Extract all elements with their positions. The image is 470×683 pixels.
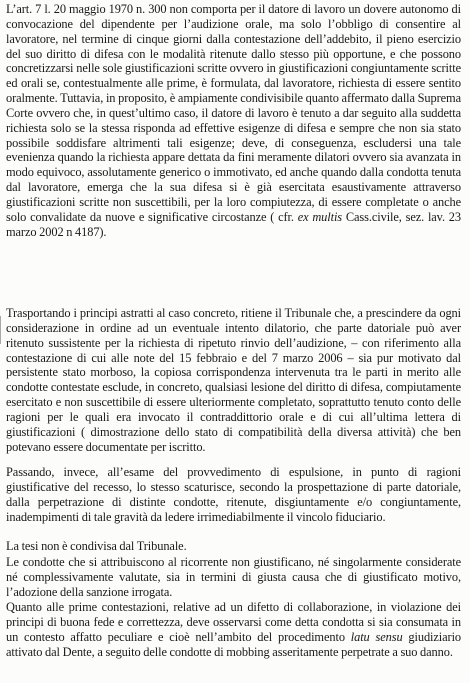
italic-segment: latu sensu <box>350 629 403 644</box>
italic-segment: ex multis <box>297 209 343 224</box>
paragraph-text <box>6 465 461 524</box>
text-segment: giudiziario attivato dal Dente, a seguito delle condotte di mobbing asseritamente perpetrate a suo danno. <box>6 629 462 659</box>
paragraph-text <box>6 306 461 454</box>
text-segment: Trasportando i principi astratti al caso concreto, ritiene il Tribunale che, a prescindere da ogni considerazione in ordine ad un eventuale intento dilatorio, che parte datoriale può aver ritenuto sussistente per la richiesta di ripetuto rinvio dell’audizione, – con riferimento alla contestazione di cui alle note del 15 febbraio e del 7 marzo 2006 – sia pur motivato dal persistente stato morboso, la copiosa corrispondenza intervenuta tra le parti in merito alle condotte contestate esclude, in concreto, qualsiasi lesione del diritto di difesa, compiutamente esercitato e non suscettibile di essere ulteriormente completato, soprattutto tenuto conto delle ragioni per le quali era invocato il contraddittorio orale e di cui all’ultima lettera di giustificazioni ( dimostrazione dello stato di compatibilità della diversa attività) che ben potevano essere documentate per iscritto. <box>6 306 461 454</box>
text-segment: Passando, invece, all’esame del provvedimento di espulsione, in punto di ragioni giustificative del recesso, lo stesso scaturisce, secondo la prospettazione di parte datoriale, dalla perpetrazione di distinte condotte, ritenute, disgiuntamente e/o congiuntamente, inadempimenti di tale gravità da ledere irrimediabilmente il vincolo fiduciario. <box>6 465 461 524</box>
paragraph-text <box>6 2 461 240</box>
text-segment: Quanto alle prime contestazioni, relative ad un difetto di collaborazione, in violazione dei principi di buona fede e correttezza, deve osservarsi come detta condotta si sia consumata in un contesto affatto peculiare e cioè nell’ambito del procedimento <box>6 600 461 644</box>
text-segment: L’art. 7 l. 20 maggio 1970 n. 300 non comporta per il datore di lavoro un dovere autonomo di convocazione del dipendente per l’audizione orale, ma solo l’obbligo di consentire al lavoratore, nel termine di cinque giorni dalla contestazione dell’addebito, il pieno esercizio del suo diritto di difesa con le modalità ritenute dallo stesso più opportune, e che possono concretizzarsi nelle sole giustificazioni scritte ovvero in giustificazioni congiuntamente scritte ed orali se, contestualmente alle prime, è formulata, dal lavoratore, richiesta di essere sentito oralmente. Tuttavia, in proposito, è ampiamente condivisibile quanto affermato dalla Suprema Corte ovvero che, in quest’ultimo caso, il datore di lavoro è tenuto a dar seguito alla suddetta richiesta solo se la stessa risponda ad effettive esigenze di difesa e sempre che non sia stato possibile soddisfare altrimenti tali esigenze; deve, di conseguenza, escludersi una tale evenienza quando la richiesta appare dettata da fini meramente dilatori ovvero sia avanzata in modo equivoco, assolutamente generico o immotivato, ed anche quando dalla condotta tenuta dal lavoratore, emerga che la sua difesa si è già esercitata esaustivamente attraverso giustificazioni scritte non suscettibili, per la loro compiutezza, di essere completate o anche solo convalidate da nuove e significative circostanze ( cfr. <box>6 2 461 224</box>
paragraph-tesi <box>6 539 461 554</box>
paragraph-provvedimento <box>6 465 461 524</box>
paragraph-text <box>6 555 461 600</box>
paragraph-text <box>6 539 461 554</box>
paragraph-contestazioni <box>6 600 461 659</box>
text-segment: Cass.civile, sez. lav. 23 marzo 2002 n 4187). <box>6 209 461 239</box>
paragraph-condotte <box>6 555 461 600</box>
paragraph-caso-concreto <box>6 306 461 454</box>
text-segment: Le condotte che si attribuiscono al ricorrente non giustificano, né singolarmente considerate né complessivamente valutate, sia in termini di giusta causa che di giustificato motivo, l’adozione della sanzione irrogata. <box>6 555 461 599</box>
text-segment: La tesi non è condivisa dal Tribunale. <box>6 539 187 553</box>
paragraph-text <box>6 600 461 659</box>
paragraph-art-7 <box>6 2 461 240</box>
